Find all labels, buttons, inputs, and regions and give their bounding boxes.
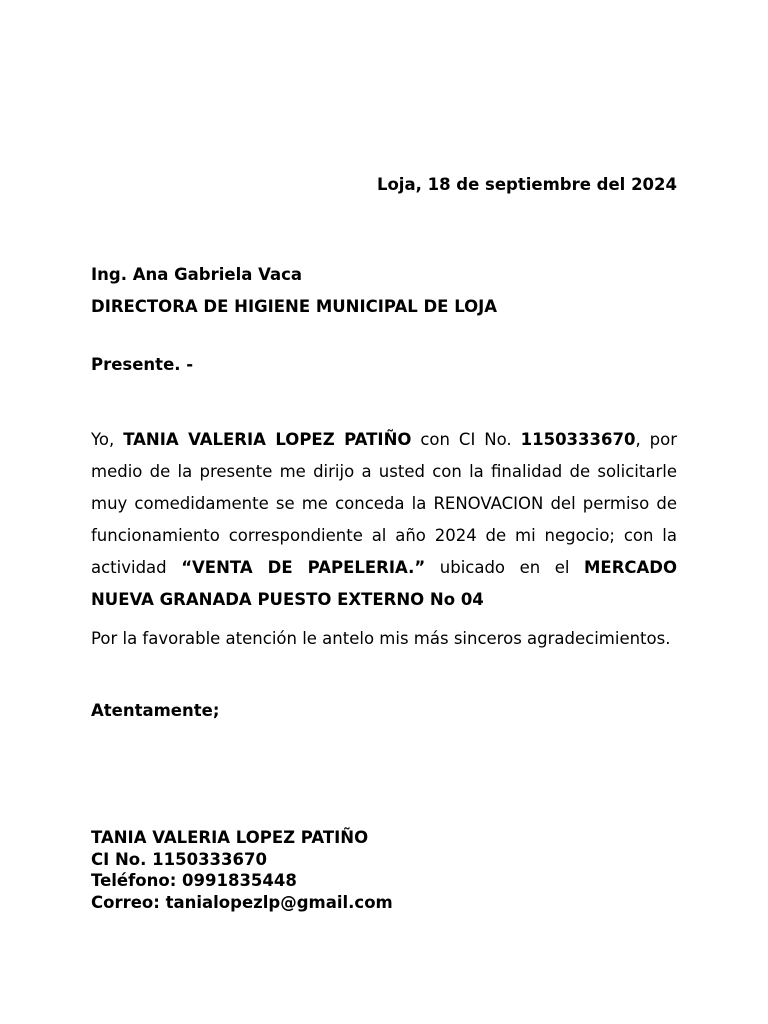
signature-block	[91, 827, 393, 913]
business-location: MERCADO NUEVA GRANADA PUESTO EXTERNO No 04	[91, 558, 677, 609]
signature-email: Correo: tanialopezlp@gmail.com	[91, 892, 393, 912]
recipient-name: Ing. Ana Gabriela Vaca	[91, 265, 303, 284]
body-paragraph-2: Por la favorable atención le antelo mis más sinceros agradecimientos.	[91, 629, 671, 648]
body-text: , por medio de la presente me dirijo a usted con la finalidad de solicitarle muy comedidamente se me conceda la RENOVACION del permiso de funcionamiento correspondiente al año 2024 de mi negocio; con la actividad	[91, 430, 677, 577]
applicant-ci: 1150333670	[520, 430, 636, 449]
body-paragraph-1	[91, 424, 677, 616]
body-text: con CI No.	[411, 430, 521, 449]
greeting: Presente. -	[91, 355, 194, 374]
date-line: Loja, 18 de septiembre del 2024	[376, 175, 677, 194]
signature-ci: CI No. 1150333670	[91, 849, 267, 869]
signature-name: TANIA VALERIA LOPEZ PATIÑO	[91, 828, 369, 847]
body-text: Yo,	[91, 430, 124, 449]
body-text: ubicado en el	[425, 558, 584, 577]
closing: Atentamente;	[91, 701, 220, 720]
business-activity: “VENTA DE PAPELERIA.”	[181, 558, 426, 577]
applicant-name: TANIA VALERIA LOPEZ PATIÑO	[123, 430, 412, 449]
signature-phone: Teléfono: 0991835448	[91, 871, 297, 890]
recipient-block	[91, 259, 497, 323]
recipient-title: DIRECTORA DE HIGIENE MUNICIPAL DE LOJA	[91, 297, 498, 316]
